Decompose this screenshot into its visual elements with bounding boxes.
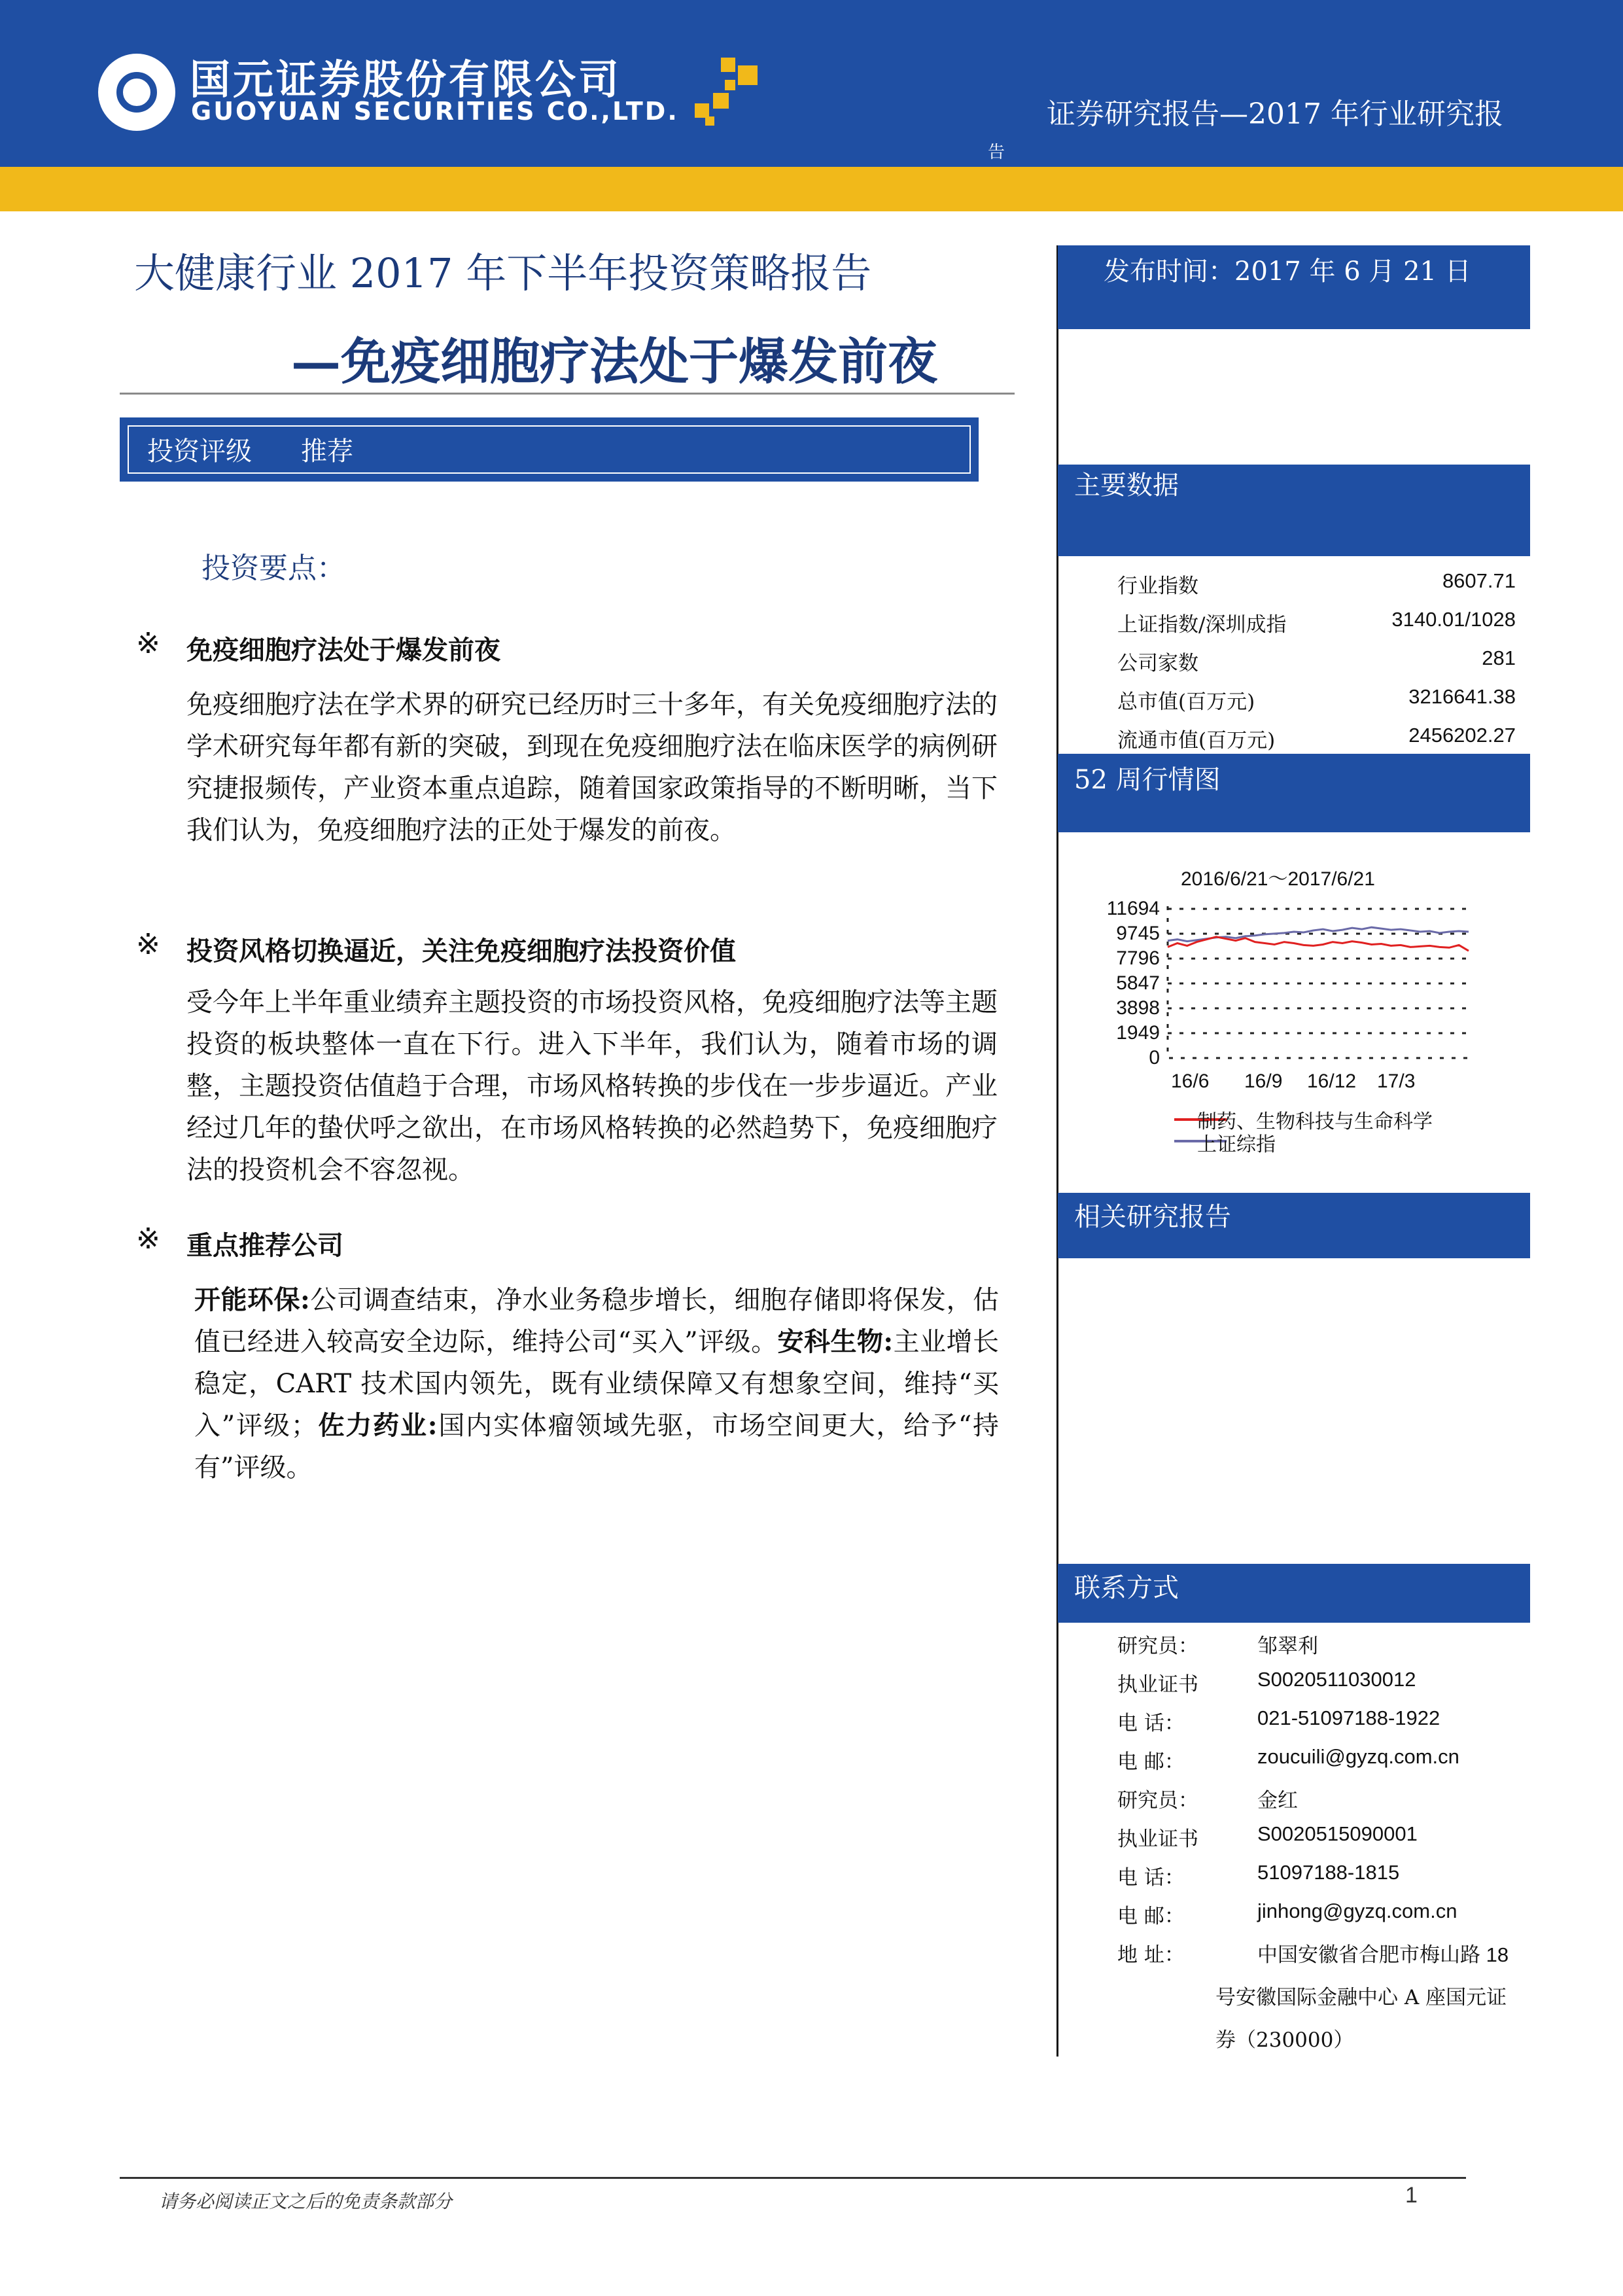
- section-bullet-icon: ※: [136, 1222, 160, 1256]
- line-chart: [1161, 898, 1475, 1074]
- page-number: 1: [1405, 2183, 1418, 2208]
- y-tick-label: 11694: [1106, 898, 1160, 919]
- chart-date-range: 2016/6/21～2017/6/21: [1181, 868, 1375, 890]
- report-type-overflow: 告: [988, 143, 1005, 162]
- y-tick-label: 7796: [1116, 947, 1160, 969]
- company-name: 佐力药业:: [317, 1410, 438, 1441]
- contact-title: 联系方式: [1074, 1573, 1179, 1603]
- report-title: 大健康行业 2017 年下半年投资策略报告: [134, 249, 872, 297]
- key-data-value: 2456202.27: [1408, 724, 1516, 747]
- key-data-label: 流通市值(百万元): [1117, 729, 1276, 752]
- key-data-value: 8607.71: [1442, 569, 1516, 592]
- contact-value: 中国安徽省合肥市梅山路 18: [1257, 1943, 1509, 1966]
- contact-value: S0020511030012: [1257, 1668, 1416, 1691]
- y-tick-label: 0: [1149, 1047, 1160, 1069]
- related-reports-header: [1058, 1193, 1530, 1258]
- series-line-pharma: [1168, 937, 1469, 951]
- key-data-label: 上证指数/深圳成指: [1117, 613, 1287, 637]
- key-data-value: 3216641.38: [1408, 685, 1516, 708]
- section-title: 免疫细胞疗法处于爆发前夜: [186, 635, 500, 665]
- contact-header: [1058, 1564, 1530, 1623]
- contact-label: 执业证书: [1117, 1673, 1198, 1697]
- series-line-shindex: [1168, 927, 1469, 941]
- key-data-label: 公司家数: [1117, 652, 1198, 675]
- section-title: 重点推荐公司: [186, 1230, 343, 1261]
- chart-header: [1058, 754, 1530, 832]
- section-title: 投资风格切换逼近，关注免疫细胞疗法投资价值: [186, 936, 736, 966]
- key-data-title: 主要数据: [1074, 470, 1179, 501]
- contact-value: 51097188-1815: [1257, 1861, 1400, 1884]
- contact-value: 021-51097188-1922: [1257, 1706, 1440, 1729]
- section-body: 受今年上半年重业绩弃主题投资的市场投资风格，免疫细胞疗法等主题投资的板块整体一直在下行。进入下半年，我们认为，随着市场的调整，主题投资估值趋于合理，市场风格转换的步伐在一步步逼近。产业经过几年的蛰伏呼之欲出，在市场风格转换的必然趋势下，免疫细胞疗法的投资机会不容忽视。: [186, 987, 998, 1185]
- company-comment: 公司调查结束，净水业务稳步增长，细胞存储即将保发，估值已经进入较高安全边际，维持公司“买入”评级。: [194, 1285, 999, 1357]
- key-data-label: 行业指数: [1117, 574, 1198, 598]
- company-name: 安科生物:: [777, 1326, 894, 1357]
- related-reports-title: 相关研究报告: [1074, 1202, 1231, 1232]
- key-data-value: 3140.01/1028: [1391, 608, 1516, 631]
- key-data-label: 总市值(百万元): [1117, 690, 1255, 714]
- x-tick-label: 16/6: [1171, 1070, 1210, 1092]
- report-type: 证券研究报告—2017 年行业研究报: [1047, 97, 1503, 131]
- footer-disclaimer: 请务必阅读正文之后的免责条款部分: [159, 2191, 453, 2212]
- key-points-heading: 投资要点：: [201, 552, 345, 585]
- contact-value: S0020515090001: [1257, 1822, 1418, 1845]
- contact-label: 电 话：: [1117, 1712, 1185, 1735]
- company-name: 开能环保:: [194, 1284, 310, 1315]
- publish-date-box: [1058, 245, 1530, 329]
- recommended-companies: [194, 1279, 999, 1489]
- section-bullet-icon: ※: [136, 928, 160, 961]
- contact-value: 金红: [1257, 1789, 1298, 1812]
- contact-label: 电 邮：: [1117, 1750, 1185, 1774]
- contact-value: 邹翠利: [1257, 1634, 1318, 1657]
- x-tick-label: 16/9: [1244, 1070, 1283, 1092]
- address-continued: 号安徽国际金融中心 A 座国元证: [1215, 1986, 1507, 2009]
- y-tick-label: 9745: [1116, 923, 1160, 944]
- x-tick-label: 17/3: [1377, 1070, 1416, 1092]
- report-subtitle: —免疫细胞疗法处于爆发前夜: [291, 332, 937, 391]
- contact-label: 研究员：: [1117, 1634, 1198, 1658]
- company-name-cn: 国元证券股份有限公司: [190, 56, 622, 103]
- title-divider: [120, 393, 1015, 395]
- contact-label: 研究员：: [1117, 1789, 1198, 1812]
- legend-label: 上证综指: [1197, 1134, 1276, 1156]
- company-comment: 国内实体瘤领域先驱，市场空间更大，给予“持有”评级。: [194, 1411, 1000, 1483]
- section-body: 免疫细胞疗法在学术界的研究已经历时三十多年，有关免疫细胞疗法的学术研究每年都有新的突破，到现在免疫细胞疗法在临床医学的病例研究捷报频传，产业资本重点追踪，随着国家政策指导的不断明晰，当下我们认为，免疫细胞疗法的正处于爆发的前夜。: [186, 690, 998, 845]
- contact-label: 执业证书: [1117, 1828, 1198, 1851]
- header-accent-stripe: [0, 167, 1623, 211]
- address-continued: 券（230000）: [1215, 2028, 1354, 2052]
- key-data-header: [1058, 465, 1530, 556]
- contact-label: 电 话：: [1117, 1866, 1185, 1890]
- company-logo-ring: [116, 72, 157, 113]
- y-tick-label: 3898: [1116, 997, 1160, 1019]
- key-data-value: 281: [1482, 646, 1516, 669]
- contact-label: 电 邮：: [1117, 1905, 1185, 1928]
- company-comment: 主业增长稳定，CART 技术国内领先，既有业绩保障又有想象空间，维持“买入”评级；: [194, 1327, 1000, 1441]
- contact-value: jinhong@gyzq.com.cn: [1257, 1899, 1457, 1922]
- footer-divider: [120, 2177, 1466, 2179]
- contact-value: zoucuili@gyzq.com.cn: [1257, 1745, 1459, 1768]
- chart-title: 52 周行情图: [1074, 765, 1221, 795]
- company-name-en: GUOYUAN SECURITIES CO.,LTD.: [191, 97, 679, 126]
- y-tick-label: 5847: [1116, 972, 1160, 994]
- section-bullet-icon: ※: [136, 627, 160, 660]
- legend-label: 制药、生物科技与生命科学: [1197, 1111, 1433, 1133]
- contact-label: 地 址：: [1117, 1943, 1185, 1967]
- rating-value: 推荐: [301, 436, 353, 467]
- rating-label: 投资评级: [147, 436, 252, 467]
- y-tick-label: 1949: [1116, 1022, 1160, 1044]
- x-tick-label: 16/12: [1307, 1070, 1357, 1092]
- publish-date: 发布时间：2017 年 6 月 21 日: [1104, 256, 1471, 287]
